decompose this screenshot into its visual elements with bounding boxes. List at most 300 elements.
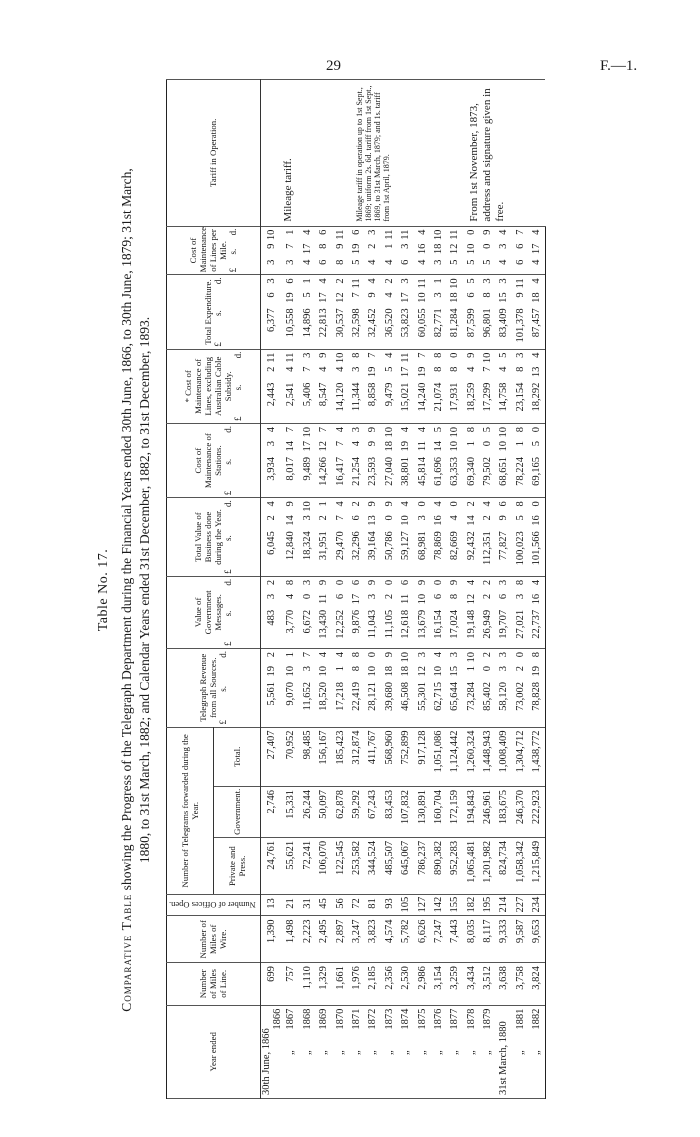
cell-lines	[381, 349, 397, 423]
shillings: 14	[432, 440, 444, 452]
pence: 3	[350, 426, 362, 433]
cell-exp	[397, 275, 413, 349]
header-cost-mile-label: Cost of Maintenance of Lines per Mile.	[188, 226, 229, 273]
unit-shilling: s.	[213, 310, 224, 317]
cell-stations	[299, 423, 315, 497]
shillings: 3	[432, 292, 444, 298]
table-row	[316, 80, 332, 1099]
cell-lines	[496, 349, 512, 423]
cell-mile	[260, 226, 283, 275]
progress-table	[166, 79, 546, 1099]
cell-line: 2,530	[397, 963, 413, 1005]
pounds: 73,002	[514, 681, 526, 711]
pence: 8	[350, 651, 362, 658]
shillings: 4	[334, 366, 346, 372]
year-date: „	[334, 1050, 346, 1055]
cell-exp	[365, 275, 381, 349]
pounds: 21,074	[432, 382, 444, 412]
pounds: 11,105	[383, 609, 395, 639]
year-number: 1869	[318, 1008, 330, 1030]
pence: 9	[318, 352, 330, 358]
cell-business	[365, 498, 381, 577]
pence: 4	[266, 501, 278, 507]
cell-line: 2,356	[381, 963, 397, 1005]
shillings: 18	[449, 292, 461, 303]
caption-lead: Comparative Table	[119, 893, 134, 1012]
pounds: 36,520	[383, 308, 395, 338]
pence: 11	[449, 229, 461, 240]
shillings: 2	[367, 243, 379, 249]
pence: 11	[334, 229, 346, 240]
table-row	[414, 80, 430, 1099]
shillings: 4	[465, 366, 477, 372]
pence: 1	[285, 229, 297, 235]
shillings: 1	[465, 440, 477, 447]
cell-mile	[479, 226, 495, 275]
pence: 7	[416, 352, 428, 358]
shillings: 7	[334, 515, 346, 521]
shillings: 11	[318, 593, 330, 604]
pence: 11	[285, 352, 297, 363]
header-gov-messages-label: Value of Government Messages.	[193, 590, 224, 635]
shillings: 2	[266, 366, 278, 372]
pounds: 19,707	[498, 609, 510, 639]
cell-offices: 234	[529, 895, 546, 916]
cell-lines	[316, 349, 332, 423]
shillings: 1	[514, 440, 526, 447]
shillings: 6	[432, 593, 444, 600]
shillings: 18	[400, 665, 412, 677]
cell-total: 98,485	[299, 727, 315, 786]
pence: 6	[350, 229, 362, 235]
table-row	[479, 80, 495, 1099]
cell-stations	[430, 423, 446, 497]
shillings: 17	[301, 243, 313, 255]
cell-total: 568,960	[381, 727, 397, 786]
pounds: 14,896	[301, 308, 313, 338]
table-row	[529, 80, 546, 1099]
cell-line: 1,976	[348, 963, 364, 1005]
cell-wire: 8,035	[463, 916, 479, 963]
pounds: 78,869	[432, 531, 444, 561]
cell-line: 3,154	[430, 963, 446, 1005]
pounds: 55,301	[416, 681, 428, 711]
shillings: 9	[514, 292, 526, 298]
pence: 3	[482, 278, 494, 284]
pounds: 12,618	[400, 609, 412, 639]
cell-gov: 160,704	[430, 786, 446, 837]
pence: 0	[449, 352, 461, 358]
cell-total: 1,008,409	[496, 727, 512, 786]
unit-pound: £	[223, 569, 234, 574]
year-date: „	[449, 1050, 461, 1055]
pence: 7	[514, 229, 526, 235]
pence: 2	[266, 579, 278, 586]
header-cost-mile	[167, 226, 261, 275]
pounds: 62,715	[432, 681, 444, 711]
pounds: 32,598	[350, 308, 362, 338]
shillings: 17	[400, 366, 412, 378]
pounds: 3,770	[285, 609, 297, 634]
pounds: 14,758	[498, 382, 510, 412]
cell-offices: 214	[496, 895, 512, 916]
shillings: 3	[266, 440, 278, 447]
pence: 9	[367, 426, 379, 433]
unit-pound: £	[213, 342, 224, 347]
shillings: 11	[416, 440, 428, 452]
cell-wire: 2,495	[316, 916, 332, 963]
pounds: 28,121	[367, 681, 379, 711]
pence: 10	[334, 352, 346, 364]
shillings: 2	[482, 515, 494, 521]
table-row	[447, 80, 463, 1099]
year-date: „	[400, 1050, 412, 1055]
cell-business	[332, 498, 348, 577]
table-row	[512, 80, 528, 1099]
pence: 8	[514, 501, 526, 507]
pounds: 3	[285, 259, 297, 265]
cell-private: 122,545	[332, 837, 348, 894]
shillings: 10	[367, 665, 379, 677]
shillings: 8	[514, 366, 526, 372]
pounds: 19,148	[465, 609, 477, 639]
cell-rev	[430, 648, 446, 727]
year-number: 1870	[334, 1008, 346, 1030]
cell-govmsg	[529, 576, 546, 648]
cell-offices: 56	[332, 895, 348, 916]
pounds: 10,558	[285, 308, 297, 338]
shillings: 3	[514, 593, 526, 600]
year-date: „	[465, 1050, 477, 1055]
shillings: 14	[465, 515, 477, 526]
year-date: 31st March, 1880	[498, 1021, 510, 1095]
cell-gov: 222,923	[529, 786, 546, 837]
cell-offices: 105	[397, 895, 413, 916]
pence: 4	[334, 501, 346, 507]
pence: 9	[482, 229, 494, 235]
shillings: 10	[498, 440, 510, 452]
pence: 0	[383, 579, 395, 586]
year-date: 30th June, 1866	[260, 1028, 272, 1095]
pounds: 87,457	[531, 308, 543, 338]
cell-business	[299, 498, 315, 577]
shillings: 8	[449, 366, 461, 372]
table-row	[260, 80, 283, 1099]
cell-rev	[397, 648, 413, 727]
cell-gov: 246,370	[512, 786, 528, 837]
shillings: 0	[301, 593, 313, 600]
shillings: 1	[383, 243, 395, 249]
pence: 7	[285, 426, 297, 433]
pence: 3	[449, 651, 461, 658]
shillings: 12	[318, 440, 330, 452]
cell-stations	[381, 423, 397, 497]
header-expenditure-label: Total Expenditure.	[203, 279, 214, 345]
cell-total: 156,167	[316, 727, 332, 786]
pence: 2	[266, 651, 278, 658]
pounds: 23,154	[514, 382, 526, 412]
pounds: 17,024	[449, 609, 461, 639]
cell-govmsg	[463, 576, 479, 648]
pounds: 5	[465, 259, 477, 265]
pounds: 22,419	[350, 681, 362, 711]
pence: 4	[465, 579, 477, 586]
cell-govmsg	[512, 576, 528, 648]
pounds: 12,840	[285, 531, 297, 561]
year-number: 1871	[350, 1008, 362, 1030]
pence: 10	[449, 278, 461, 289]
cell-govmsg	[283, 576, 299, 648]
cell-stations	[397, 423, 413, 497]
cell-stations	[365, 423, 381, 497]
pounds: 5	[482, 259, 494, 265]
cell-total: 185,423	[332, 727, 348, 786]
cell-year	[463, 1005, 479, 1098]
header-lines	[167, 349, 261, 423]
cell-stations	[316, 423, 332, 497]
pence: 6	[285, 278, 297, 284]
pence: 4	[400, 426, 412, 433]
cell-private: 1,215,849	[529, 837, 546, 894]
shillings: 12	[465, 593, 477, 605]
cell-gov: 83,453	[381, 786, 397, 837]
table-row	[381, 80, 397, 1099]
pounds: 9,070	[285, 681, 297, 706]
pounds: 13,679	[416, 609, 428, 639]
pounds: 82,669	[449, 531, 461, 561]
table-row	[283, 80, 299, 1099]
cell-line: 3,638	[496, 963, 512, 1005]
cell-offices: 195	[479, 895, 495, 916]
shillings: 3	[498, 243, 510, 249]
cell-total: 1,438,772	[529, 727, 546, 786]
shillings: 10	[285, 665, 297, 677]
cell-exp	[332, 275, 348, 349]
pence: 2	[350, 501, 362, 507]
pence: 0	[465, 229, 477, 235]
cell-offices: 142	[430, 895, 446, 916]
shillings: 16	[416, 243, 428, 255]
cell-private: 786,237	[414, 837, 430, 894]
year-number: 1867	[285, 1008, 297, 1030]
pence: 5	[465, 278, 477, 284]
cell-mile	[381, 226, 397, 275]
cell-lines	[332, 349, 348, 423]
pounds: 87,599	[465, 308, 477, 338]
pounds: 69,340	[465, 456, 477, 486]
shillings: 14	[285, 440, 297, 452]
shillings: 12	[449, 243, 461, 255]
cell-rev	[529, 648, 546, 727]
shillings: 6	[350, 515, 362, 521]
pounds: 14,266	[318, 456, 330, 486]
cell-year	[381, 1005, 397, 1098]
shillings: 7	[285, 243, 297, 249]
cell-exp	[283, 275, 299, 349]
shillings: 3	[350, 366, 362, 372]
pounds: 46,508	[400, 681, 412, 711]
cell-stations	[496, 423, 512, 497]
cell-mile	[332, 226, 348, 275]
pence: 3	[301, 352, 313, 358]
cell-line: 1,110	[299, 963, 315, 1005]
pence: 4	[318, 278, 330, 284]
cell-line: 3,434	[463, 963, 479, 1005]
pence: 8	[531, 651, 543, 658]
pence: 8	[350, 352, 362, 358]
year-number: 1881	[514, 1008, 526, 1030]
cell-lines	[348, 349, 364, 423]
year-number: 1882	[531, 1008, 543, 1030]
pounds: 73,284	[465, 681, 477, 711]
header-total: Total.	[213, 727, 260, 786]
cell-gov: 246,961	[479, 786, 495, 837]
cell-private: 890,382	[430, 837, 446, 894]
cell-year	[299, 1005, 315, 1098]
shillings: 18	[383, 665, 395, 677]
page-reference: F.—1.	[600, 58, 638, 74]
caption-line-1: showing the Progress of the Telegraph Department during the Financial Years ended 30th June, 1866, to 30th June, 1879; 31st March,	[119, 168, 134, 894]
shillings: 10	[416, 292, 428, 303]
pence: 6	[400, 579, 412, 586]
cell-business	[463, 498, 479, 577]
year-number: 1866	[271, 1008, 283, 1030]
cell-year	[414, 1005, 430, 1098]
pounds: 65,644	[449, 681, 461, 711]
cell-wire: 2,897	[332, 916, 348, 963]
shillings: 18	[432, 243, 444, 255]
pounds: 11,344	[350, 382, 362, 412]
shillings: 7	[482, 366, 494, 372]
pounds: 5	[449, 259, 461, 265]
pence: 4	[432, 501, 444, 507]
year-number: 1878	[465, 1008, 477, 1030]
unit-pound: £	[223, 490, 234, 496]
shillings: 9	[334, 243, 346, 249]
cell-offices: 21	[283, 895, 299, 916]
pence: 4	[531, 278, 543, 284]
table-body	[260, 80, 545, 1099]
shillings: 19	[367, 366, 379, 378]
shillings: 5	[531, 440, 543, 447]
cell-total: 70,952	[283, 727, 299, 786]
pounds: 69,165	[531, 456, 543, 486]
shillings: 6	[498, 593, 510, 600]
shillings: 4	[285, 366, 297, 372]
cell-exp	[447, 275, 463, 349]
cell-year	[332, 1005, 348, 1098]
pence: 4	[482, 501, 494, 507]
cell-mile	[496, 226, 512, 275]
shillings: 0	[482, 243, 494, 249]
cell-wire: 7,247	[430, 916, 446, 963]
pounds: 8,858	[367, 382, 379, 407]
cell-private: 106,070	[316, 837, 332, 894]
year-date: „	[482, 1050, 494, 1055]
pence: 0	[531, 426, 543, 433]
shillings: 4	[498, 366, 510, 372]
header-expenditure	[167, 275, 261, 349]
cell-offices: 155	[447, 895, 463, 916]
cell-lines	[463, 349, 479, 423]
pounds: 32,452	[367, 308, 379, 338]
cell-exp	[316, 275, 332, 349]
pence: 4	[301, 229, 313, 235]
cell-business	[430, 498, 446, 577]
pounds: 6	[318, 259, 330, 265]
cell-exp	[479, 275, 495, 349]
caption-line-2: 1880, to 31st March, 1882; and Calendar Years ended 31st December, 1882, to 31st December, 1893.	[137, 316, 152, 864]
cell-year	[397, 1005, 413, 1098]
shillings: 5	[514, 515, 526, 521]
pounds: 18,520	[318, 681, 330, 711]
cell-wire: 3,823	[365, 916, 381, 963]
pence: 11	[383, 229, 395, 240]
pence: 10	[432, 229, 444, 241]
pounds: 5	[350, 259, 362, 265]
pounds: 63,353	[449, 456, 461, 486]
cell-wire: 1,390	[260, 916, 283, 963]
cell-govmsg	[381, 576, 397, 648]
tariff-address-free: From 1st November, 1873, address and signature given in free.	[430, 80, 545, 227]
cell-rev	[365, 648, 381, 727]
shillings: 3	[301, 665, 313, 672]
pence: 3	[301, 579, 313, 586]
unit-pence: d.	[223, 425, 234, 433]
pence: 8	[285, 579, 297, 586]
shillings: 12	[416, 665, 428, 677]
cell-offices: 31	[299, 895, 315, 916]
shillings: 11	[400, 593, 412, 604]
unit-pence: d.	[228, 228, 239, 236]
pounds: 61,696	[432, 456, 444, 486]
shillings: 19	[350, 243, 362, 255]
cell-rev	[463, 648, 479, 727]
pounds: 13,430	[318, 609, 330, 639]
cell-year	[316, 1005, 332, 1098]
pence: 3	[498, 651, 510, 658]
pounds: 31,951	[318, 531, 330, 561]
cell-exp	[430, 275, 446, 349]
pounds: 9,479	[383, 382, 395, 407]
cell-lines	[299, 349, 315, 423]
cell-wire: 8,117	[479, 916, 495, 963]
shillings: 4	[350, 440, 362, 447]
pounds: 112,351	[482, 531, 494, 566]
cell-year	[348, 1005, 364, 1098]
pounds: 26,949	[482, 609, 494, 639]
shillings: 0	[383, 515, 395, 521]
pence: 4	[367, 278, 379, 284]
pence: 9	[285, 501, 297, 507]
cell-govmsg	[430, 576, 446, 648]
cell-govmsg	[348, 576, 364, 648]
shillings: 13	[367, 515, 379, 526]
cell-mile	[414, 226, 430, 275]
year-date: „	[514, 1050, 526, 1055]
pence: 4	[416, 229, 428, 235]
pounds: 79,502	[482, 456, 494, 486]
cell-wire: 3,247	[348, 916, 364, 963]
pounds: 32,296	[350, 531, 362, 561]
shillings: 17	[318, 292, 330, 303]
cell-lines	[260, 349, 283, 423]
pounds: 101,378	[514, 308, 526, 343]
year-date: „	[432, 1050, 444, 1055]
pence: 4	[383, 352, 395, 358]
unit-pound: £	[228, 267, 239, 273]
pounds: 78,224	[514, 456, 526, 486]
